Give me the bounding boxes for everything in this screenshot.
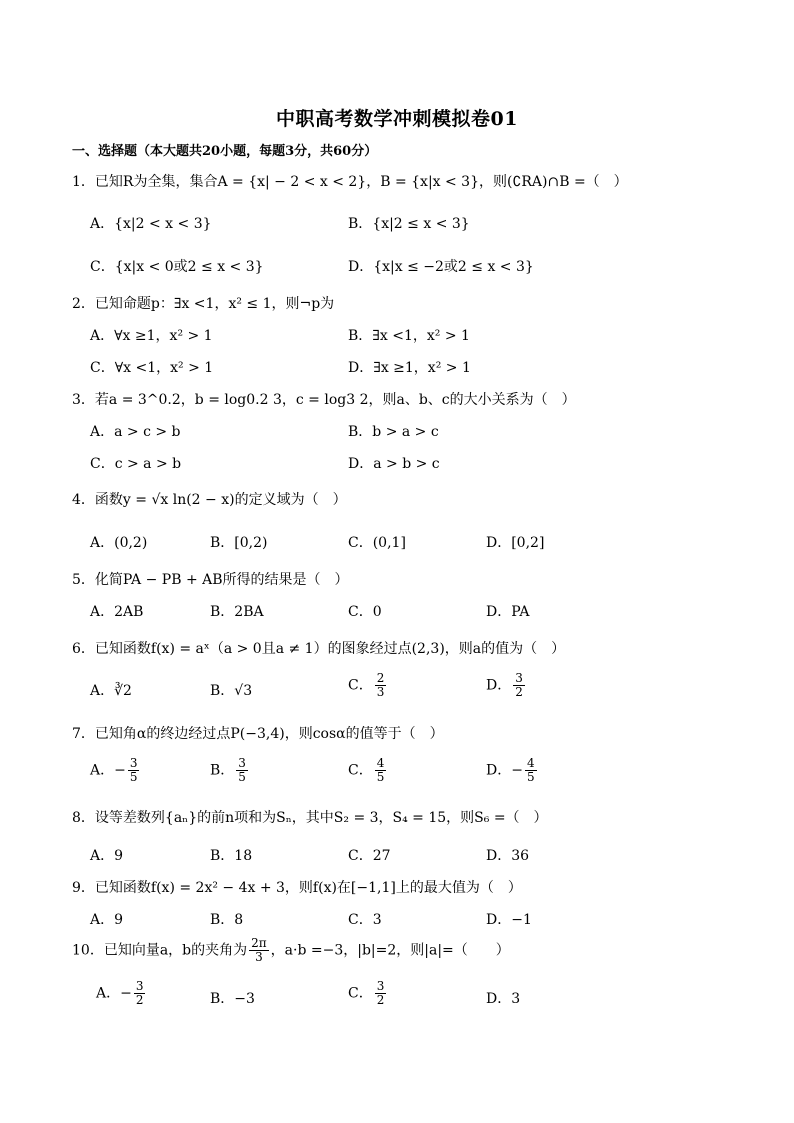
fraction: $\frac{2\pi}{3}$ bbox=[251, 936, 267, 964]
q10-option-d[interactable]: D．3 bbox=[486, 991, 521, 1007]
question-10: 10．已知向量a，b的夹角为 $\frac{2\pi}{3}$ ，a·b =−3，|b|=2，则|a|=（ ） bbox=[72, 936, 510, 964]
question-6: 6．已知函数f(x) = aˣ（a > 0且a ≠ 1）的图象经过点(2,3)，则a的值为（ ） bbox=[72, 641, 566, 657]
q5-option-d[interactable]: D．PA bbox=[486, 604, 530, 620]
question-5: 5．化简PA − PB + AB所得的结果是（ ） bbox=[72, 572, 349, 588]
q2-option-c[interactable]: C．∀x <1，x² > 1 bbox=[90, 360, 214, 376]
section-heading: 一、选择题（本大题共20小题，每题3分，共60分） bbox=[72, 144, 378, 159]
q1-option-a[interactable]: A．{x|2 < x < 3} bbox=[90, 216, 212, 232]
fraction: $\frac{4}{5}$ bbox=[376, 756, 385, 784]
q3-option-a[interactable]: A．a > c > b bbox=[90, 424, 181, 440]
page-title: 中职高考数学冲刺模拟卷01 bbox=[276, 108, 518, 130]
q4-option-c[interactable]: C．(0,1] bbox=[348, 535, 406, 551]
q8-option-b[interactable]: B．18 bbox=[210, 848, 253, 864]
q2-option-b[interactable]: B．∃x <1，x² > 1 bbox=[348, 328, 470, 344]
question-7: 7．已知角α的终边经过点P(−3,4)，则cosα的值等于（ ） bbox=[72, 726, 444, 742]
q5-option-c[interactable]: C．0 bbox=[348, 604, 382, 620]
q6-option-b[interactable]: B．√3 bbox=[210, 683, 253, 699]
q4-option-a[interactable]: A．(0,2) bbox=[90, 535, 148, 551]
q2-option-a[interactable]: A．∀x ≥1，x² > 1 bbox=[90, 328, 213, 344]
q10-option-a[interactable]: A．− $\frac{3}{2}$ bbox=[96, 979, 144, 1007]
q1-option-c[interactable]: C．{x|x < 0或2 ≤ x < 3} bbox=[90, 259, 264, 275]
question-1: 1．已知R为全集，集合A = {x| − 2 < x < 2}，B = {x|x < 3}，则(∁RA)∩B =（ ） bbox=[72, 174, 628, 190]
q2-option-d[interactable]: D．∃x ≥1，x² > 1 bbox=[348, 360, 471, 376]
q1-option-d[interactable]: D．{x|x ≤ −2或2 ≤ x < 3} bbox=[348, 259, 534, 275]
question-8: 8．设等差数列{aₙ}的前n项和为Sₙ，其中S₂ = 3，S₄ = 15，则S₆ =（ ） bbox=[72, 810, 548, 826]
question-4: 4．函数y = √x ln(2 − x)的定义域为（ ） bbox=[72, 492, 347, 508]
q9-option-d[interactable]: D．−1 bbox=[486, 912, 532, 928]
q10-option-c[interactable]: C． $\frac{3}{2}$ bbox=[348, 979, 385, 1007]
q9-option-b[interactable]: B．8 bbox=[210, 912, 244, 928]
fraction: $\frac{3}{5}$ bbox=[238, 756, 246, 784]
q3-option-d[interactable]: D．a > b > c bbox=[348, 456, 440, 472]
q4-option-b[interactable]: B．[0,2) bbox=[210, 535, 268, 551]
q5-option-a[interactable]: A．2AB bbox=[90, 604, 144, 620]
fraction: $\frac{2}{3}$ bbox=[376, 671, 385, 699]
fraction: $\frac{3}{2}$ bbox=[376, 979, 385, 1007]
q3-option-b[interactable]: B．b > a > c bbox=[348, 424, 439, 440]
question-9: 9．已知函数f(x) = 2x² − 4x + 3，则f(x)在[−1,1]上的最大值为（ ） bbox=[72, 880, 522, 896]
q8-option-c[interactable]: C．27 bbox=[348, 848, 391, 864]
q7-option-d[interactable]: D．− $\frac{4}{5}$ bbox=[486, 756, 535, 784]
q10-option-b[interactable]: B．−3 bbox=[210, 991, 255, 1007]
question-3: 3．若a = 3^0.2，b = log0.2 3，c = log3 2，则a、b、c的大小关系为（ ） bbox=[72, 392, 576, 408]
q7-option-b[interactable]: B． $\frac{3}{5}$ bbox=[210, 756, 246, 784]
fraction: $\frac{3}{5}$ bbox=[129, 756, 138, 784]
q3-option-c[interactable]: C．c > a > b bbox=[90, 456, 182, 472]
fraction: $\frac{3}{2}$ bbox=[515, 671, 523, 699]
q6-option-a[interactable]: A．∛2 bbox=[90, 683, 132, 699]
q5-option-b[interactable]: B．2BA bbox=[210, 604, 264, 620]
q9-option-c[interactable]: C．3 bbox=[348, 912, 382, 928]
q8-option-a[interactable]: A．9 bbox=[90, 848, 124, 864]
q7-option-a[interactable]: A．− $\frac{3}{5}$ bbox=[90, 756, 138, 784]
q9-option-a[interactable]: A．9 bbox=[90, 912, 124, 928]
q4-option-d[interactable]: D．[0,2] bbox=[486, 535, 545, 551]
q6-option-d[interactable]: D． $\frac{3}{2}$ bbox=[486, 671, 523, 699]
fraction: $\frac{3}{2}$ bbox=[135, 979, 144, 1007]
q7-option-c[interactable]: C． $\frac{4}{5}$ bbox=[348, 756, 385, 784]
q8-option-d[interactable]: D．36 bbox=[486, 848, 530, 864]
q1-option-b[interactable]: B．{x|2 ≤ x < 3} bbox=[348, 216, 470, 232]
question-2: 2．已知命题p：∃x <1，x² ≤ 1，则¬p为 bbox=[72, 296, 335, 312]
q6-option-c[interactable]: C． $\frac{2}{3}$ bbox=[348, 671, 385, 699]
fraction: $\frac{4}{5}$ bbox=[526, 756, 535, 784]
